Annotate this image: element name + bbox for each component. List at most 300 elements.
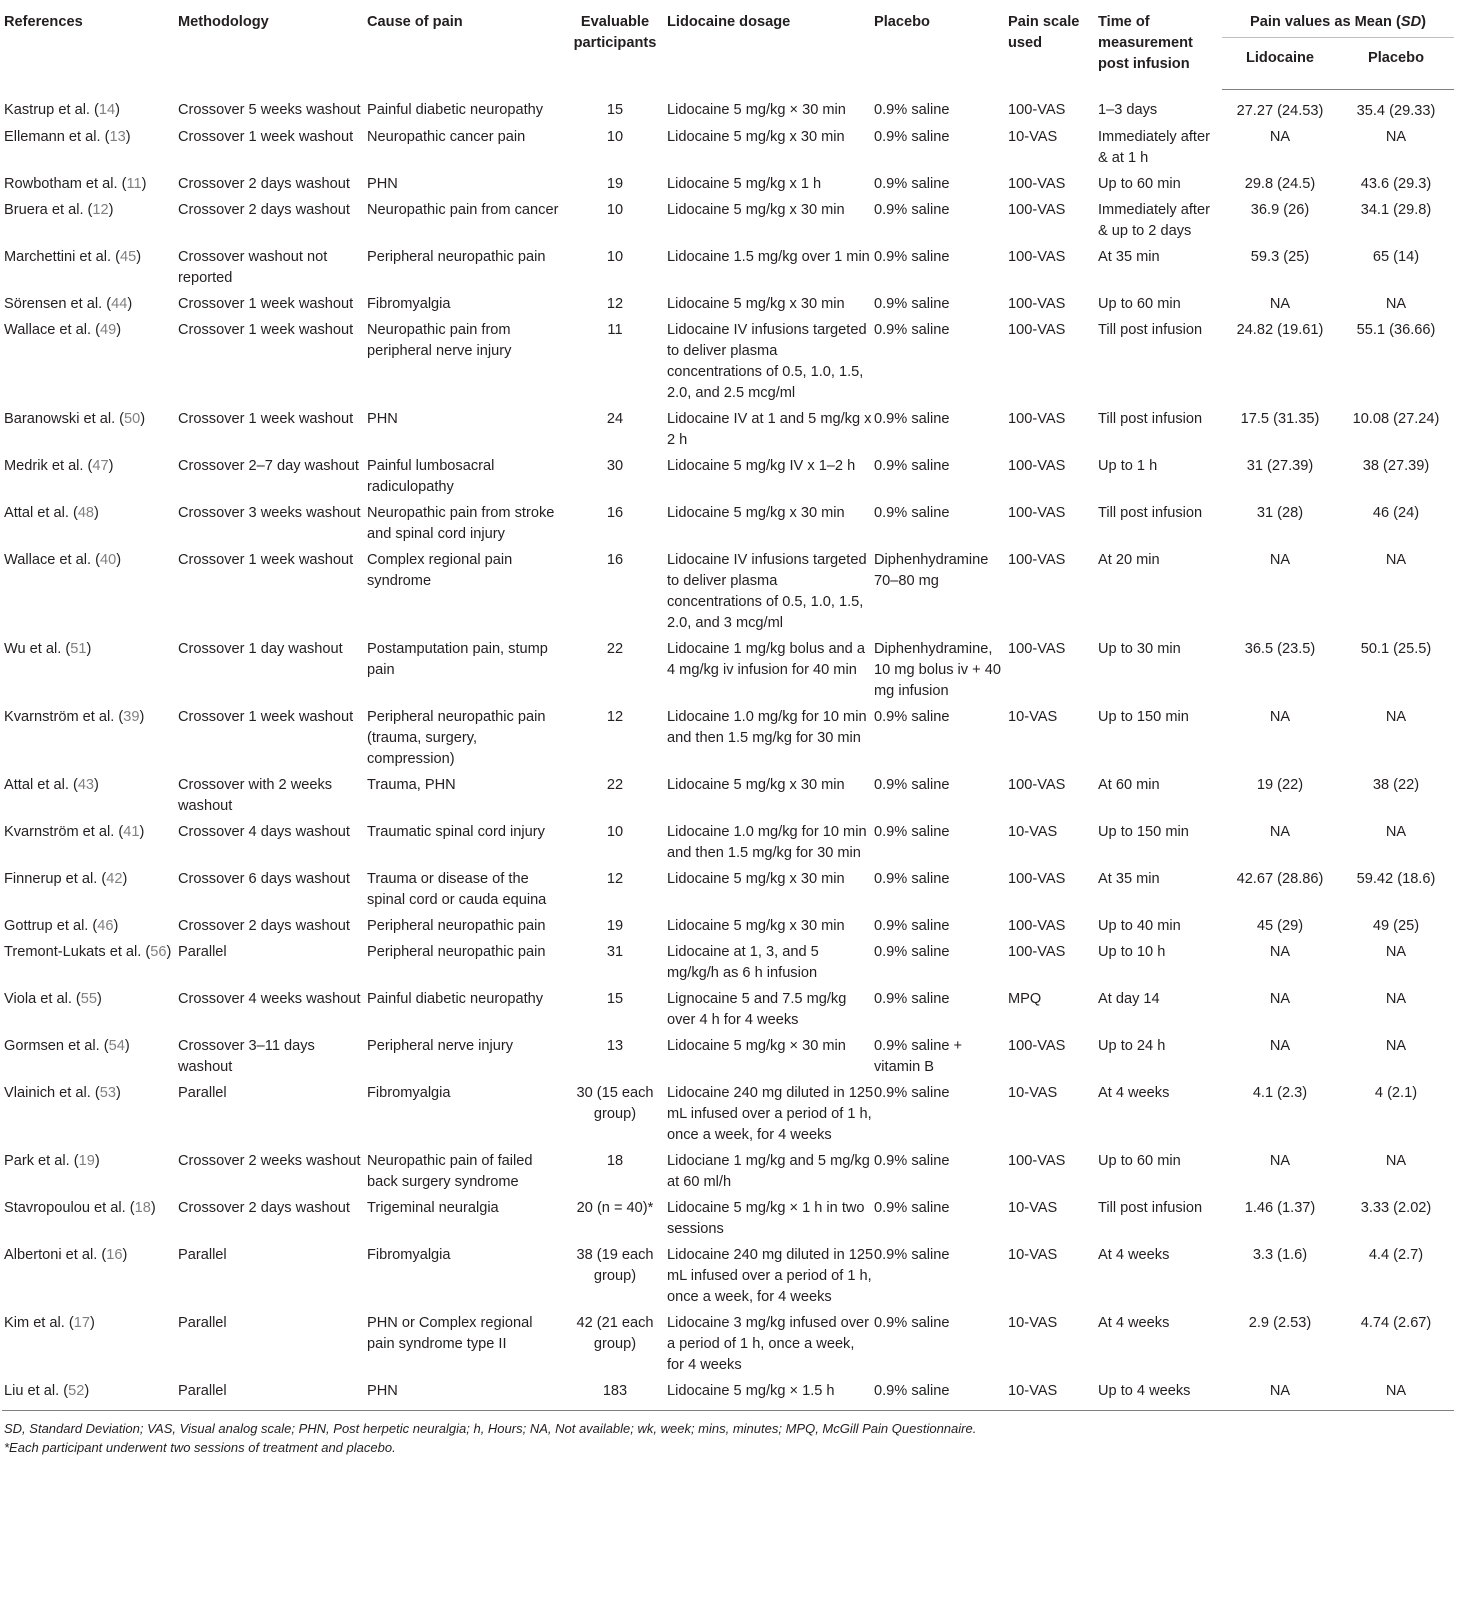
header-sub-lidocaine: Lidocaine <box>1222 38 1338 89</box>
cell-reference: Attal et al. (48) <box>4 504 99 521</box>
cell-time: Up to 150 min <box>1098 823 1189 840</box>
cell-pain-placebo: NA <box>1338 1381 1454 1411</box>
footnotes <box>2 1419 1454 1457</box>
cell-methodology: Crossover 5 weeks washout <box>178 102 361 118</box>
table-row <box>2 1036 1454 1083</box>
cell-pain-lidocaine: NA <box>1269 295 1291 312</box>
reference-link[interactable]: 49 <box>99 321 117 338</box>
cell-reference: Liu et al. (52) <box>2 1381 178 1411</box>
table-row <box>2 1083 1454 1151</box>
reference-link[interactable]: 41 <box>123 823 140 840</box>
cell-cause: Painful diabetic neuropathy <box>367 102 544 118</box>
cell-scale: 10-VAS <box>1008 708 1058 725</box>
cell-pain-lidocaine: 59.3 (25) <box>1250 248 1310 265</box>
author-text: Gormsen et al. ( <box>4 1037 109 1054</box>
cell-pain-lidocaine: 45 (29) <box>1256 917 1304 934</box>
cell-methodology: Crossover 1 week washout <box>178 410 354 427</box>
cell-time: Up to 60 min <box>1098 1152 1181 1169</box>
author-text: Kvarnström et al. ( <box>4 823 124 840</box>
table-row <box>2 1245 1454 1313</box>
cell-time: Up to 150 min <box>1098 708 1189 725</box>
cell-cause: PHN <box>367 1381 563 1411</box>
cell-reference: Kastrup et al. (14) <box>4 102 121 118</box>
cell-cause: Peripheral nerve injury <box>367 1037 514 1054</box>
table-header <box>2 2 1454 89</box>
cell-dosage: Lidocaine IV at 1 and 5 mg/kg x 2 h <box>667 410 872 448</box>
cell-placebo: 0.9% saline <box>874 457 950 474</box>
cell-cause: Postamputation pain, stump pain <box>367 640 548 678</box>
cell-scale: 10-VAS <box>1008 1199 1058 1216</box>
author-text: Bruera et al. ( <box>4 201 93 218</box>
reference-link[interactable]: 52 <box>68 1382 85 1399</box>
cell-placebo: 0.9% saline <box>874 870 950 887</box>
cell-reference: Wallace et al. (49) <box>4 321 122 338</box>
author-text: Baranowski et al. ( <box>4 410 125 427</box>
cell-participants: 19 <box>606 175 624 192</box>
cell-dosage: Lignocaine 5 and 7.5 mg/kg over 4 h for 4 weeks <box>667 990 847 1028</box>
cell-cause: Fibromyalgia <box>367 295 451 312</box>
cell-dosage: Lidocaine 240 mg diluted in 125 mL infused over a period of 1 h, once a week, for 4 weeks <box>667 1084 874 1143</box>
cell-scale: 100-VAS <box>1008 870 1066 887</box>
cell-reference: Gottrup et al. (46) <box>4 917 119 934</box>
reference-link[interactable]: 14 <box>98 102 116 118</box>
header-sub-placebo: Placebo <box>1338 38 1454 89</box>
table-row <box>2 639 1454 707</box>
cell-methodology: Parallel <box>178 1314 227 1331</box>
cell-scale: 100-VAS <box>1008 321 1066 338</box>
cell-dosage: Lidocaine 5 mg/kg × 1 h in two sessions <box>667 1199 865 1237</box>
cell-pain-lidocaine: NA <box>1269 128 1291 145</box>
cell-pain-placebo: 46 (24) <box>1372 504 1420 521</box>
cell-pain-lidocaine: 42.67 (28.86) <box>1236 870 1324 887</box>
cell-pain-lidocaine: 31 (27.39) <box>1246 457 1314 474</box>
cell-placebo: Diphenhydramine, 10 mg bolus iv + 40 mg infusion <box>874 640 1001 699</box>
cell-pain-placebo: 4.4 (2.7) <box>1368 1246 1424 1263</box>
table-row <box>2 409 1454 456</box>
cell-pain-lidocaine: NA <box>1269 551 1291 568</box>
cell-reference: Albertoni et al. (16) <box>4 1246 128 1263</box>
cell-dosage: Lidocaine 5 mg/kg x 30 min <box>667 201 845 218</box>
cell-time: Till post infusion <box>1098 504 1203 521</box>
cell-participants: 12 <box>606 870 624 887</box>
cell-scale: 100-VAS <box>1008 776 1066 793</box>
cell-time: At 35 min <box>1098 248 1160 265</box>
cell-cause: Peripheral neuropathic pain <box>367 917 546 934</box>
cell-reference: Wallace et al. (40) <box>4 551 122 568</box>
cell-cause: Fibromyalgia <box>367 1084 451 1101</box>
cell-time: At 4 weeks <box>1098 1314 1170 1331</box>
author-text: Kastrup et al. ( <box>4 102 99 118</box>
cell-placebo: 0.9% saline <box>874 248 950 265</box>
cell-placebo: 0.9% saline <box>874 943 950 960</box>
cell-methodology: Parallel <box>178 1381 367 1411</box>
cell-reference: Gormsen et al. (54) <box>4 1037 130 1054</box>
cell-scale: 100-VAS <box>1008 943 1066 960</box>
footnote-asterisk: *Each participant underwent two sessions of treatment and placebo. <box>4 1439 396 1455</box>
cell-methodology: Crossover 1 week washout <box>178 321 354 338</box>
cell-scale: 100-VAS <box>1008 102 1066 118</box>
reference-link[interactable]: 16 <box>106 1246 123 1263</box>
cell-cause: Traumatic spinal cord injury <box>367 823 545 840</box>
table-row <box>2 1313 1454 1381</box>
cell-placebo: 0.9% saline <box>874 410 950 427</box>
cell-pain-placebo: 43.6 (29.3) <box>1360 175 1432 192</box>
reference-link[interactable]: 51 <box>70 640 87 657</box>
reference-link[interactable]: 19 <box>78 1152 95 1169</box>
cell-pain-placebo: NA <box>1385 990 1407 1007</box>
cell-dosage: Lidocaine 5 mg/kg x 30 min <box>667 128 845 145</box>
cell-participants: 13 <box>606 1037 624 1054</box>
cell-placebo: 0.9% saline <box>874 1152 950 1169</box>
cell-dosage: Lidocaine 240 mg diluted in 125 mL infused over a period of 1 h, once a week, for 4 weeks <box>667 1246 874 1305</box>
cell-placebo: 0.9% saline <box>874 1314 950 1331</box>
cell-pain-lidocaine: 2.9 (2.53) <box>1248 1314 1312 1331</box>
cell-reference: Stavropoulou et al. (18) <box>4 1199 156 1216</box>
cell-dosage: Lidocaine 1 mg/kg bolus and a 4 mg/kg iv infusion for 40 min <box>667 640 865 678</box>
cell-time: At 4 weeks <box>1098 1246 1170 1263</box>
reference-link[interactable]: 47 <box>92 457 109 474</box>
cell-methodology: Crossover 2–7 day washout <box>178 457 359 474</box>
table-row <box>2 775 1454 822</box>
cell-time: At day 14 <box>1098 990 1160 1007</box>
cell-placebo: 0.9% saline <box>874 776 950 793</box>
reference-link[interactable]: 48 <box>77 504 95 521</box>
header-placebo: Placebo <box>874 14 930 30</box>
cell-pain-lidocaine: 4.1 (2.3) <box>1252 1084 1308 1101</box>
cell-scale: 10-VAS <box>1008 823 1058 840</box>
header-cause: Cause of pain <box>367 14 463 30</box>
cell-reference: Wu et al. (51) <box>4 640 92 657</box>
cell-methodology: Crossover 1 day washout <box>178 640 343 657</box>
cell-time: Up to 60 min <box>1098 295 1181 312</box>
cell-participants: 10 <box>606 201 624 218</box>
cell-placebo: 0.9% saline <box>874 102 950 118</box>
author-text: Wallace et al. ( <box>4 321 100 338</box>
cell-placebo: 0.9% saline <box>874 128 950 145</box>
author-text: Attal et al. ( <box>4 504 78 521</box>
cell-time: At 60 min <box>1098 776 1160 793</box>
cell-cause: Trauma, PHN <box>367 776 456 793</box>
cell-reference: Rowbotham et al. (11) <box>4 175 147 192</box>
author-text: Albertoni et al. ( <box>4 1246 107 1263</box>
table-row <box>2 294 1454 320</box>
table-row <box>2 456 1454 503</box>
cell-pain-placebo: 34.1 (29.8) <box>1360 201 1432 218</box>
cell-pain-placebo: NA <box>1385 943 1407 960</box>
cell-time: Up to 1 h <box>1098 457 1158 474</box>
cell-reference: Attal et al. (43) <box>4 776 99 793</box>
reference-link[interactable]: 39 <box>123 708 140 725</box>
cell-cause: Painful lumbosacral radiculopathy <box>367 457 495 495</box>
cell-pain-lidocaine: 24.82 (19.61) <box>1236 321 1324 338</box>
cell-scale: 10-VAS <box>1008 1084 1058 1101</box>
cell-placebo: 0.9% saline + vitamin B <box>874 1037 963 1075</box>
author-text: Rowbotham et al. ( <box>4 175 127 192</box>
reference-link[interactable]: 18 <box>134 1199 151 1216</box>
table-row <box>2 89 1454 127</box>
cell-time: Immediately after & at 1 h <box>1098 128 1210 166</box>
cell-dosage: Lidocaine IV infusions targeted to deliver plasma concentrations of 0.5, 1.0, 1.5, 2.0, and 2.5 mcg/ml <box>667 321 867 401</box>
cell-cause: Painful diabetic neuropathy <box>367 990 544 1007</box>
cell-reference: Finnerup et al. (42) <box>4 870 128 887</box>
cell-scale: 100-VAS <box>1008 295 1066 312</box>
cell-participants: 22 <box>606 640 624 657</box>
cell-pain-placebo: 59.42 (18.6) <box>1356 870 1436 887</box>
cell-methodology: Crossover 4 weeks washout <box>178 990 361 1007</box>
cell-pain-placebo: NA <box>1385 823 1407 840</box>
cell-methodology: Crossover 1 week washout <box>178 708 354 725</box>
cell-time: Up to 24 h <box>1098 1037 1166 1054</box>
table-row <box>2 550 1454 639</box>
reference-link[interactable]: 45 <box>119 248 137 265</box>
cell-participants: 183 <box>563 1381 667 1411</box>
cell-pain-placebo: NA <box>1385 1037 1407 1054</box>
cell-pain-lidocaine: 17.5 (31.35) <box>1240 410 1320 427</box>
cell-participants: 31 <box>606 943 624 960</box>
author-text: Vlainich et al. ( <box>4 1084 100 1101</box>
reference-link[interactable]: 11 <box>126 175 142 192</box>
reference-link[interactable]: 56 <box>150 943 167 960</box>
cell-placebo: 0.9% saline <box>874 295 950 312</box>
author-text: Sörensen et al. ( <box>4 295 112 312</box>
header-dosage: Lidocaine dosage <box>667 14 791 30</box>
cell-participants: 15 <box>606 990 624 1007</box>
cell-dosage: Lidocaine 5 mg/kg IV x 1–2 h <box>667 457 856 474</box>
cell-participants: 16 <box>606 551 624 568</box>
cell-pain-placebo: 10.08 (27.24) <box>1352 410 1440 427</box>
cell-methodology: Crossover washout not reported <box>178 248 328 286</box>
cell-pain-lidocaine: 3.3 (1.6) <box>1252 1246 1308 1263</box>
cell-scale: 100-VAS <box>1008 201 1066 218</box>
cell-time: Up to 10 h <box>1098 943 1166 960</box>
cell-cause: Fibromyalgia <box>367 1246 451 1263</box>
cell-participants: 22 <box>606 776 624 793</box>
cell-cause: Trauma or disease of the spinal cord or cauda equina <box>367 870 547 908</box>
author-text: Wu et al. ( <box>4 640 71 657</box>
reference-link[interactable]: 50 <box>124 410 141 427</box>
cell-reference: Bruera et al. (12) <box>4 201 114 218</box>
cell-dosage: Lidocaine 5 mg/kg x 30 min <box>667 917 845 934</box>
cell-pain-placebo: NA <box>1385 1152 1407 1169</box>
cell-placebo: 0.9% saline <box>874 1199 950 1216</box>
reference-link[interactable]: 40 <box>99 551 117 568</box>
table-row <box>2 942 1454 989</box>
header-pain-values: Pain values as Mean (SD) <box>1222 2 1454 38</box>
cell-scale: 10-VAS <box>1008 1314 1058 1331</box>
cell-scale: 100-VAS <box>1008 504 1066 521</box>
cell-scale: 100-VAS <box>1008 248 1066 265</box>
reference-link[interactable]: 46 <box>97 917 114 934</box>
author-text: Ellemann et al. ( <box>4 128 110 145</box>
cell-pain-placebo: 4.74 (2.67) <box>1360 1314 1432 1331</box>
cell-methodology: Crossover 2 days washout <box>178 175 350 192</box>
cell-reference: Kvarnström et al. (41) <box>4 823 145 840</box>
author-text: Kvarnström et al. ( <box>4 708 124 725</box>
footnote-abbreviations: SD, Standard Deviation; VAS, Visual analog scale; PHN, Post herpetic neuralgia; h, Hours; NA, Not available; wk, week; mins, minutes; MPQ, McGill Pain Questionnaire. <box>4 1420 977 1436</box>
cell-scale: 10-VAS <box>1008 1381 1098 1411</box>
cell-pain-placebo: 38 (27.39) <box>1362 457 1430 474</box>
reference-link[interactable]: 55 <box>80 990 98 1007</box>
cell-participants: 30 (15 each group) <box>576 1084 654 1122</box>
cell-time: At 20 min <box>1098 551 1160 568</box>
cell-dosage: Lidocaine 5 mg/kg × 30 min <box>667 1037 846 1054</box>
cell-time: Till post infusion <box>1098 410 1203 427</box>
cell-dosage: Lidocaine 1.0 mg/kg for 10 min and then 1.5 mg/kg for 30 min <box>667 823 867 861</box>
table-row <box>2 1151 1454 1198</box>
cell-dosage: Lidociane 1 mg/kg and 5 mg/kg at 60 ml/h <box>667 1152 870 1190</box>
cell-pain-placebo: 50.1 (25.5) <box>1360 640 1432 657</box>
cell-scale: 100-VAS <box>1008 410 1066 427</box>
cell-placebo: 0.9% saline <box>874 917 950 934</box>
cell-cause: Neuropathic cancer pain <box>367 128 526 145</box>
cell-cause: Neuropathic pain from peripheral nerve injury <box>367 321 512 359</box>
cell-participants: 11 <box>607 321 623 338</box>
author-text: Marchettini et al. ( <box>4 248 120 265</box>
cell-participants: 20 (n = 40)* <box>576 1199 654 1216</box>
cell-pain-lidocaine: NA <box>1269 943 1291 960</box>
cell-cause: Neuropathic pain from stroke and spinal cord injury <box>367 504 555 542</box>
reference-link[interactable]: 13 <box>109 128 126 145</box>
author-text: Kim et al. ( <box>4 1314 74 1331</box>
cell-scale: 100-VAS <box>1008 175 1066 192</box>
author-text: Attal et al. ( <box>4 776 78 793</box>
cell-pain-placebo: 3.33 (2.02) <box>1360 1199 1432 1216</box>
cell-dosage: Lidocaine 5 mg/kg x 30 min <box>667 295 845 312</box>
cell-scale: 10-VAS <box>1008 128 1058 145</box>
cell-pain-placebo: NA <box>1385 128 1407 145</box>
cell-pain-lidocaine: NA <box>1269 1037 1291 1054</box>
cell-participants: 10 <box>606 823 624 840</box>
cell-placebo: Diphenhydramine 70–80 mg <box>874 551 989 589</box>
cell-cause: Peripheral neuropathic pain <box>367 943 546 960</box>
cell-methodology: Crossover 3–11 days washout <box>178 1037 315 1075</box>
cell-pain-placebo: 35.4 (29.33) <box>1356 102 1436 119</box>
cell-participants: 42 (21 each group) <box>576 1314 654 1352</box>
table-row <box>2 707 1454 775</box>
table-container <box>2 2 1454 1457</box>
cell-time: Up to 4 weeks <box>1098 1381 1222 1411</box>
cell-methodology: Parallel <box>178 943 227 960</box>
cell-time: Up to 40 min <box>1098 917 1181 934</box>
table-row <box>2 989 1454 1036</box>
cell-methodology: Crossover 2 days washout <box>178 917 350 934</box>
cell-pain-placebo: NA <box>1385 551 1407 568</box>
cell-pain-lidocaine: NA <box>1269 823 1291 840</box>
cell-cause: Peripheral neuropathic pain <box>367 248 546 265</box>
table-row <box>2 127 1454 174</box>
cell-placebo: 0.9% saline <box>874 1084 950 1101</box>
cell-placebo: 0.9% saline <box>874 504 950 521</box>
cell-participants: 24 <box>606 410 624 427</box>
cell-time: At 35 min <box>1098 870 1160 887</box>
cell-placebo: 0.9% saline <box>874 321 950 338</box>
cell-reference: Viola et al. (55) <box>4 990 102 1007</box>
author-text: Medrik et al. ( <box>4 457 93 474</box>
cell-cause: Neuropathic pain of failed back surgery syndrome <box>367 1152 533 1190</box>
cell-pain-lidocaine: NA <box>1222 1381 1338 1411</box>
cell-methodology: Crossover 3 weeks washout <box>178 504 361 521</box>
reference-link[interactable]: 54 <box>108 1037 125 1054</box>
author-text: Stavropoulou et al. ( <box>4 1199 135 1216</box>
author-text: Gottrup et al. ( <box>4 917 98 934</box>
cell-pain-lidocaine: 36.9 (26) <box>1250 201 1310 218</box>
cell-pain-lidocaine: 36.5 (23.5) <box>1244 640 1316 657</box>
cell-pain-placebo: NA <box>1385 295 1407 312</box>
cell-dosage: Lidocaine IV infusions targeted to deliver plasma concentrations of 0.5, 1.0, 1.5, 2.0, and 3 mcg/ml <box>667 551 867 631</box>
cell-scale: 100-VAS <box>1008 640 1066 657</box>
cell-participants: 16 <box>606 504 624 521</box>
cell-dosage: Lidocaine 5 mg/kg × 30 min <box>667 102 846 118</box>
cell-pain-lidocaine: 19 (22) <box>1256 776 1304 793</box>
cell-dosage: Lidocaine 5 mg/kg x 30 min <box>667 776 845 793</box>
cell-scale: 100-VAS <box>1008 1037 1066 1054</box>
cell-pain-lidocaine: 31 (28) <box>1256 504 1304 521</box>
reference-link[interactable]: 17 <box>73 1314 90 1331</box>
cell-methodology: Crossover 1 week washout <box>178 128 354 145</box>
cell-cause: PHN <box>367 410 398 427</box>
cell-placebo: 0.9% saline <box>874 823 950 840</box>
cell-reference: Park et al. (19) <box>4 1152 100 1169</box>
cell-time: Up to 60 min <box>1098 175 1181 192</box>
cell-time: At 4 weeks <box>1098 1084 1170 1101</box>
cell-participants: 12 <box>606 295 624 312</box>
cell-pain-placebo: 55.1 (36.66) <box>1356 321 1436 338</box>
author-text: Liu et al. ( <box>4 1382 69 1399</box>
table-row <box>2 503 1454 550</box>
cell-cause: Peripheral neuropathic pain (trauma, surgery, compression) <box>367 708 546 767</box>
cell-time: 1–3 days <box>1098 102 1158 118</box>
cell-methodology: Crossover 1 week washout <box>178 295 354 312</box>
reference-link[interactable]: 53 <box>99 1084 116 1101</box>
cell-cause: Neuropathic pain from cancer <box>367 201 559 218</box>
cell-reference: Baranowski et al. (50) <box>4 410 146 427</box>
table-row <box>2 320 1454 409</box>
table-body <box>2 89 1454 1410</box>
cell-dosage: Lidocaine 5 mg/kg x 1 h <box>667 175 822 192</box>
table-row <box>2 822 1454 869</box>
cell-cause: Trigeminal neuralgia <box>367 1199 499 1216</box>
cell-reference: Marchettini et al. (45) <box>4 248 142 265</box>
cell-participants: 15 <box>606 102 624 118</box>
cell-pain-placebo: 49 (25) <box>1372 917 1420 934</box>
cell-scale: MPQ <box>1008 990 1042 1007</box>
author-text: Finnerup et al. ( <box>4 870 107 887</box>
reference-link[interactable]: 12 <box>92 201 109 218</box>
reference-link[interactable]: 43 <box>77 776 95 793</box>
cell-dosage: Lidocaine 5 mg/kg x 30 min <box>667 504 845 521</box>
cell-placebo: 0.9% saline <box>874 175 950 192</box>
cell-methodology: Crossover 1 week washout <box>178 551 354 568</box>
table-row <box>2 200 1454 247</box>
table-row <box>2 247 1454 294</box>
cell-pain-lidocaine: 29.8 (24.5) <box>1244 175 1316 192</box>
cell-placebo: 0.9% saline <box>874 990 950 1007</box>
cell-scale: 100-VAS <box>1008 457 1066 474</box>
cell-pain-lidocaine: 27.27 (24.53) <box>1236 102 1324 119</box>
table-row <box>2 1198 1454 1245</box>
reference-link[interactable]: 44 <box>111 295 128 312</box>
cell-reference: Medrik et al. (47) <box>4 457 114 474</box>
cell-time: Immediately after & up to 2 days <box>1098 201 1210 239</box>
cell-time: Till post infusion <box>1098 1199 1203 1216</box>
cell-dosage: Lidocaine 5 mg/kg x 30 min <box>667 870 845 887</box>
cell-dosage: Lidocaine 3 mg/kg infused over a period of 1 h, once a week, for 4 weeks <box>667 1314 870 1373</box>
author-text: Tremont-Lukats et al. ( <box>4 943 151 960</box>
cell-methodology: Crossover 4 days washout <box>178 823 350 840</box>
cell-reference: Tremont-Lukats et al. (56) <box>4 943 172 960</box>
table-row <box>2 869 1454 916</box>
reference-link[interactable]: 42 <box>106 870 123 887</box>
